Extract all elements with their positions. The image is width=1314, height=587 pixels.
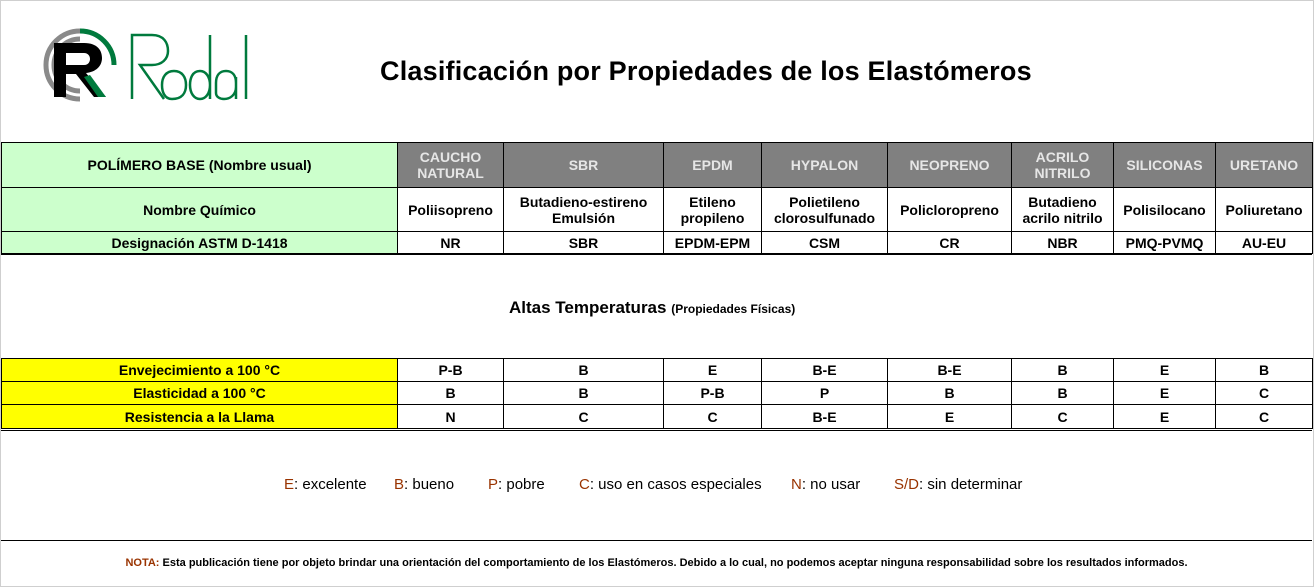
property-row (2, 405, 1313, 429)
disclaimer-note (1, 540, 1312, 586)
astm-cell: EPDM-EPM (664, 232, 762, 254)
astm-cell: CSM (762, 232, 888, 254)
legend (1, 430, 1312, 541)
header (0, 0, 1314, 142)
polymer-base-label: POLÍMERO BASE (Nombre usual) (2, 143, 398, 188)
elastomer-table (1, 142, 1313, 254)
rating-cell: B-E (762, 405, 888, 429)
chemical-name-cell: Poliuretano (1216, 188, 1313, 232)
legend-item: C: uso en casos especiales (579, 476, 762, 493)
polymer-header: ACRILO NITRILO (1012, 143, 1114, 188)
rating-cell: E (1114, 405, 1216, 429)
rating-cell: C (1216, 405, 1313, 429)
legend-item: N: no usar (791, 476, 861, 493)
rodal-logo (40, 25, 255, 105)
polymer-header-row (2, 143, 1313, 188)
astm-cell: CR (888, 232, 1012, 254)
property-label: Envejecimiento a 100 °C (2, 359, 398, 382)
rating-cell: E (1114, 359, 1216, 382)
property-row (2, 382, 1313, 405)
rating-cell: B (888, 382, 1012, 405)
polymer-header: CAUCHO NATURAL (398, 143, 504, 188)
astm-cell: NR (398, 232, 504, 254)
rating-cell: C (504, 405, 664, 429)
page-title: Clasificación por Propiedades de los Elastómeros (380, 56, 1032, 86)
property-label: Elasticidad a 100 °C (2, 382, 398, 405)
rating-cell: E (888, 405, 1012, 429)
section-title: Altas Temperaturas (Propiedades Físicas) (509, 298, 796, 317)
property-row (2, 359, 1313, 382)
rating-cell: P-B (664, 382, 762, 405)
rating-cell: E (664, 359, 762, 382)
rating-cell: P-B (398, 359, 504, 382)
chemical-name-cell: Policloropreno (888, 188, 1012, 232)
chemical-name-label: Nombre Químico (2, 188, 398, 232)
polymer-header: HYPALON (762, 143, 888, 188)
astm-cell: PMQ-PVMQ (1114, 232, 1216, 254)
astm-cell: AU-EU (1216, 232, 1313, 254)
rating-cell: C (1216, 382, 1313, 405)
astm-label: Designación ASTM D-1418 (2, 232, 398, 254)
legend-item: P: pobre (488, 476, 545, 493)
chemical-name-cell: Polietileno clorosulfunado (762, 188, 888, 232)
note-key: NOTA: (125, 557, 160, 569)
chemical-name-cell: Butadieno-estireno Emulsión (504, 188, 664, 232)
rating-cell: P (762, 382, 888, 405)
section-subtitle: (Propiedades Físicas) (671, 302, 796, 316)
astm-cell: NBR (1012, 232, 1114, 254)
rating-cell: C (1012, 405, 1114, 429)
rating-cell: N (398, 405, 504, 429)
rating-cell: B (1012, 382, 1114, 405)
rating-cell: B (398, 382, 504, 405)
chemical-name-cell: Etileno propileno (664, 188, 762, 232)
rating-cell: B (1012, 359, 1114, 382)
note-text: Esta publicación tiene por objeto brindar una orientación del comportamiento de los Elastómeros. Debido a lo cual, no podemos aceptar ninguna responsabilidad sobre los resultados informados. (159, 557, 1188, 569)
polymer-header: SBR (504, 143, 664, 188)
rating-cell: B (504, 382, 664, 405)
rating-cell: B-E (762, 359, 888, 382)
chemical-name-cell: Polisilocano (1114, 188, 1216, 232)
properties-table (1, 358, 1313, 429)
polymer-header: NEOPRENO (888, 143, 1012, 188)
rating-cell: B (1216, 359, 1313, 382)
rating-cell: C (664, 405, 762, 429)
rating-cell: B (504, 359, 664, 382)
astm-cell: SBR (504, 232, 664, 254)
polymer-header: SILICONAS (1114, 143, 1216, 188)
legend-item: B: bueno (394, 476, 455, 493)
polymer-header: EPDM (664, 143, 762, 188)
polymer-header: URETANO (1216, 143, 1313, 188)
astm-row (2, 232, 1313, 254)
rating-cell: E (1114, 382, 1216, 405)
chemical-name-row (2, 188, 1313, 232)
chemical-name-cell: Poliisopreno (398, 188, 504, 232)
property-label: Resistencia a la Llama (2, 405, 398, 429)
chemical-name-cell: Butadieno acrilo nitrilo (1012, 188, 1114, 232)
legend-item: E: excelente (284, 476, 367, 493)
high-temperature-section (1, 254, 1312, 358)
rating-cell: B-E (888, 359, 1012, 382)
legend-item: S/D: sin determinar (894, 476, 1023, 493)
